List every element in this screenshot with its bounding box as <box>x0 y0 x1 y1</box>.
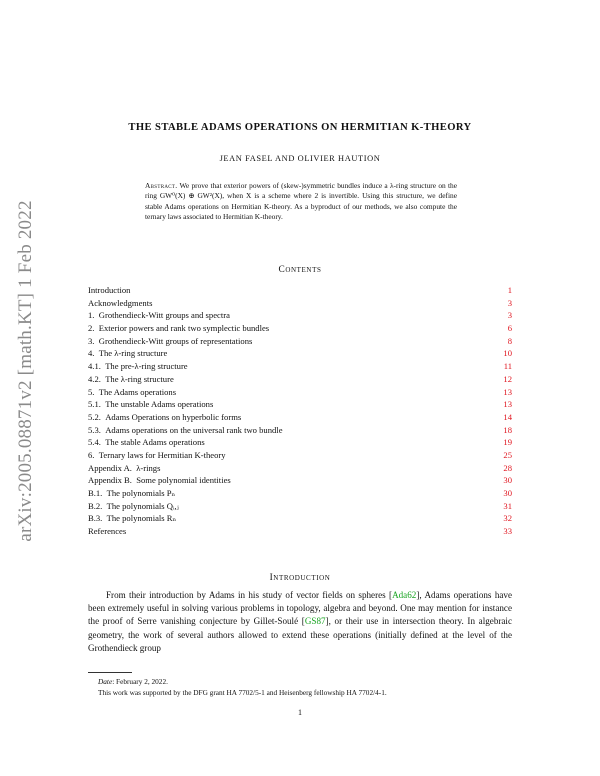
toc-entry-number: 2. <box>88 323 95 334</box>
toc-entry-title <box>88 284 130 297</box>
toc-entry-title <box>88 474 231 487</box>
toc-entry-page-link[interactable]: 30 <box>503 488 512 498</box>
toc-entry[interactable] <box>88 335 512 348</box>
toc-entry-label: Adams Operations on hyperbolic forms <box>105 411 242 422</box>
intro-text-1: From their introduction by Adams in his study of vector fields on spheres [ <box>106 590 393 600</box>
arxiv-identifier-text: arXiv:2005.08871v2 [math.KT] 1 Feb 2022 <box>15 199 36 542</box>
intro-text-3: ], or their use in intersection theory. In algebraic geometry, the work of several authors allowed to extend these operations (initially defined at the level of the Grothendieck group <box>88 616 512 653</box>
footnote-date-value: : February 2, 2022. <box>112 677 168 686</box>
toc-entry-label: Some polynomial identities <box>136 475 231 486</box>
citation-gs87[interactable]: GS87 <box>304 616 326 627</box>
toc-entry-page-link[interactable]: 33 <box>503 526 512 537</box>
toc-entry-number: 3. <box>88 335 95 346</box>
toc-entry[interactable] <box>88 322 512 335</box>
toc-entry-number: B.2. <box>88 500 103 511</box>
footnote-date <box>88 676 512 687</box>
toc-entry-title <box>88 449 226 462</box>
toc-entry-title <box>88 462 160 475</box>
toc-entry-label: References <box>88 526 127 537</box>
footnote-date-label: Date <box>98 677 113 686</box>
arxiv-identifier <box>12 178 40 563</box>
toc-entry[interactable] <box>88 500 512 513</box>
toc-entry[interactable] <box>88 436 512 449</box>
introduction-paragraph <box>88 589 512 655</box>
page-number: 1 <box>298 708 302 717</box>
toc-entry[interactable] <box>88 474 512 487</box>
paper-title: THE STABLE ADAMS OPERATIONS ON HERMITIAN K-THEORY <box>128 122 472 133</box>
toc-entry-number: 5.2. <box>88 411 101 422</box>
toc-entry-label: The polynomials Pₙ <box>106 488 176 498</box>
toc-entry-title <box>88 411 241 424</box>
toc-entry-label: Exterior powers and rank two symplectic bundles <box>98 323 270 334</box>
toc-entry-number: 5.4. <box>88 437 101 448</box>
toc-entry-label: Adams operations on the universal rank two bundle <box>105 424 283 435</box>
citation-ada62[interactable]: Ada62 <box>392 590 417 600</box>
toc-entry-number: 4. <box>88 348 95 359</box>
toc-entry[interactable] <box>88 449 512 462</box>
table-of-contents <box>88 284 512 538</box>
toc-entry-title <box>88 335 252 348</box>
toc-entry[interactable] <box>88 525 512 538</box>
toc-entry-title <box>88 297 152 310</box>
toc-entry[interactable] <box>88 512 512 525</box>
toc-entry[interactable] <box>88 386 512 399</box>
toc-entry-page-link[interactable]: 19 <box>503 437 512 448</box>
abstract-text: We prove that exterior powers of (skew-)symmetric bundles induce a λ-ring structure on the ring GW⁰(X) ⊕ GW²(X), when X is a scheme where 2 is invertible. Using this structure, we define stable Adams operations on Hermitian K-theory. As a byproduct of our methods, we also compute the ternary laws associated to Hermitian K-theory. <box>145 181 457 222</box>
toc-entry-page-link[interactable]: 14 <box>503 411 512 422</box>
toc-entry-label: The polynomials Rₙ <box>106 513 177 524</box>
toc-entry-title <box>88 512 176 525</box>
toc-entry-page-link[interactable]: 13 <box>503 399 512 410</box>
toc-entry-title <box>88 360 188 373</box>
toc-entry-page-link[interactable]: 11 <box>503 361 512 372</box>
toc-entry-title <box>88 487 175 500</box>
toc-entry-label: Grothendieck-Witt groups of representations <box>98 335 253 346</box>
toc-entry-page-link[interactable]: 28 <box>503 462 512 473</box>
toc-entry-label: The pre-λ-ring structure <box>105 361 188 372</box>
paper-authors: JEAN FASEL AND OLIVIER HAUTION <box>219 154 381 163</box>
toc-entry-label: The unstable Adams operations <box>105 399 214 410</box>
toc-entry[interactable] <box>88 462 512 475</box>
toc-entry-label: Introduction <box>88 285 131 295</box>
footnotes <box>88 676 512 698</box>
toc-entry-number: 4.2. <box>88 373 101 384</box>
toc-entry-title <box>88 525 126 538</box>
toc-entry[interactable] <box>88 487 512 500</box>
toc-entry-number: B.1. <box>88 488 103 498</box>
toc-entry-title <box>88 398 213 411</box>
toc-entry-page-link[interactable]: 6 <box>507 323 512 334</box>
toc-entry-label: λ-rings <box>136 462 161 473</box>
toc-entry-title <box>88 386 176 399</box>
toc-entry[interactable] <box>88 297 512 310</box>
toc-entry-label: Ternary laws for Hermitian K-theory <box>98 449 226 460</box>
toc-entry-page-link[interactable]: 3 <box>507 297 512 308</box>
toc-entry-title <box>88 500 179 513</box>
toc-entry-number: 5.3. <box>88 424 101 435</box>
toc-entry-title <box>88 322 269 335</box>
toc-entry[interactable] <box>88 424 512 437</box>
toc-entry-page-link[interactable]: 30 <box>503 475 512 486</box>
toc-entry[interactable] <box>88 284 512 297</box>
toc-entry-page-link[interactable]: 32 <box>503 513 512 524</box>
toc-entry-label: The polynomials Qᵢ,ⱼ <box>106 500 179 511</box>
toc-entry[interactable] <box>88 398 512 411</box>
toc-entry-label: Acknowledgments <box>88 297 153 308</box>
toc-entry-page-link[interactable]: 8 <box>507 335 512 346</box>
toc-entry[interactable] <box>88 360 512 373</box>
abstract <box>145 181 457 223</box>
footnote-grant: This work was supported by the DFG grant HA 7702/5-1 and Heisenberg fellowship HA 7702/4-1. <box>98 688 387 697</box>
toc-entry-title <box>88 347 167 360</box>
toc-entry-title <box>88 424 283 437</box>
toc-entry-label: The λ-ring structure <box>105 373 174 384</box>
toc-entry-page-link[interactable]: 13 <box>503 386 512 397</box>
toc-entry-title <box>88 309 230 322</box>
toc-entry-page-link[interactable]: 18 <box>503 424 512 435</box>
toc-entry-title <box>88 436 205 449</box>
toc-entry[interactable] <box>88 411 512 424</box>
toc-entry-label: The Adams operations <box>98 386 177 397</box>
toc-entry-title <box>88 373 174 386</box>
abstract-heading: Abstract. <box>145 181 178 190</box>
toc-entry-page-link[interactable]: 31 <box>503 500 512 511</box>
toc-entry-page-link[interactable]: 1 <box>507 285 512 295</box>
toc-entry[interactable] <box>88 309 512 322</box>
toc-entry-page-link[interactable]: 25 <box>503 449 512 460</box>
toc-entry-page-link[interactable]: 12 <box>503 373 512 384</box>
toc-entry-number: 4.1. <box>88 361 101 372</box>
introduction-body <box>88 589 512 655</box>
toc-entry-label: The stable Adams operations <box>105 437 205 448</box>
toc-entry-number: 1. <box>88 310 95 321</box>
toc-entry-number: 6. <box>88 449 95 460</box>
toc-entry-page-link[interactable]: 3 <box>507 310 512 321</box>
footnote-rule <box>88 672 132 673</box>
intro-text-2: ], Adams operations have been extremely useful in solving various problems in topology, algebra and beyond. One may mention for instance the proof of Serre vanishing conjecture by Gillet-Soulé [ <box>88 590 512 627</box>
toc-entry-number: 5. <box>88 386 95 397</box>
toc-entry-label: Grothendieck-Witt groups and spectra <box>98 310 230 321</box>
contents-heading: Contents <box>278 265 322 275</box>
toc-entry-page-link[interactable]: 10 <box>503 348 512 359</box>
introduction-heading: Introduction <box>269 573 331 583</box>
toc-entry-number: B.3. <box>88 513 103 524</box>
toc-entry-number: Appendix A. <box>88 462 132 473</box>
toc-entry[interactable] <box>88 347 512 360</box>
toc-entry-number: Appendix B. <box>88 475 132 486</box>
toc-entry-label: The λ-ring structure <box>98 348 168 359</box>
toc-entry[interactable] <box>88 373 512 386</box>
toc-entry-number: 5.1. <box>88 399 101 410</box>
